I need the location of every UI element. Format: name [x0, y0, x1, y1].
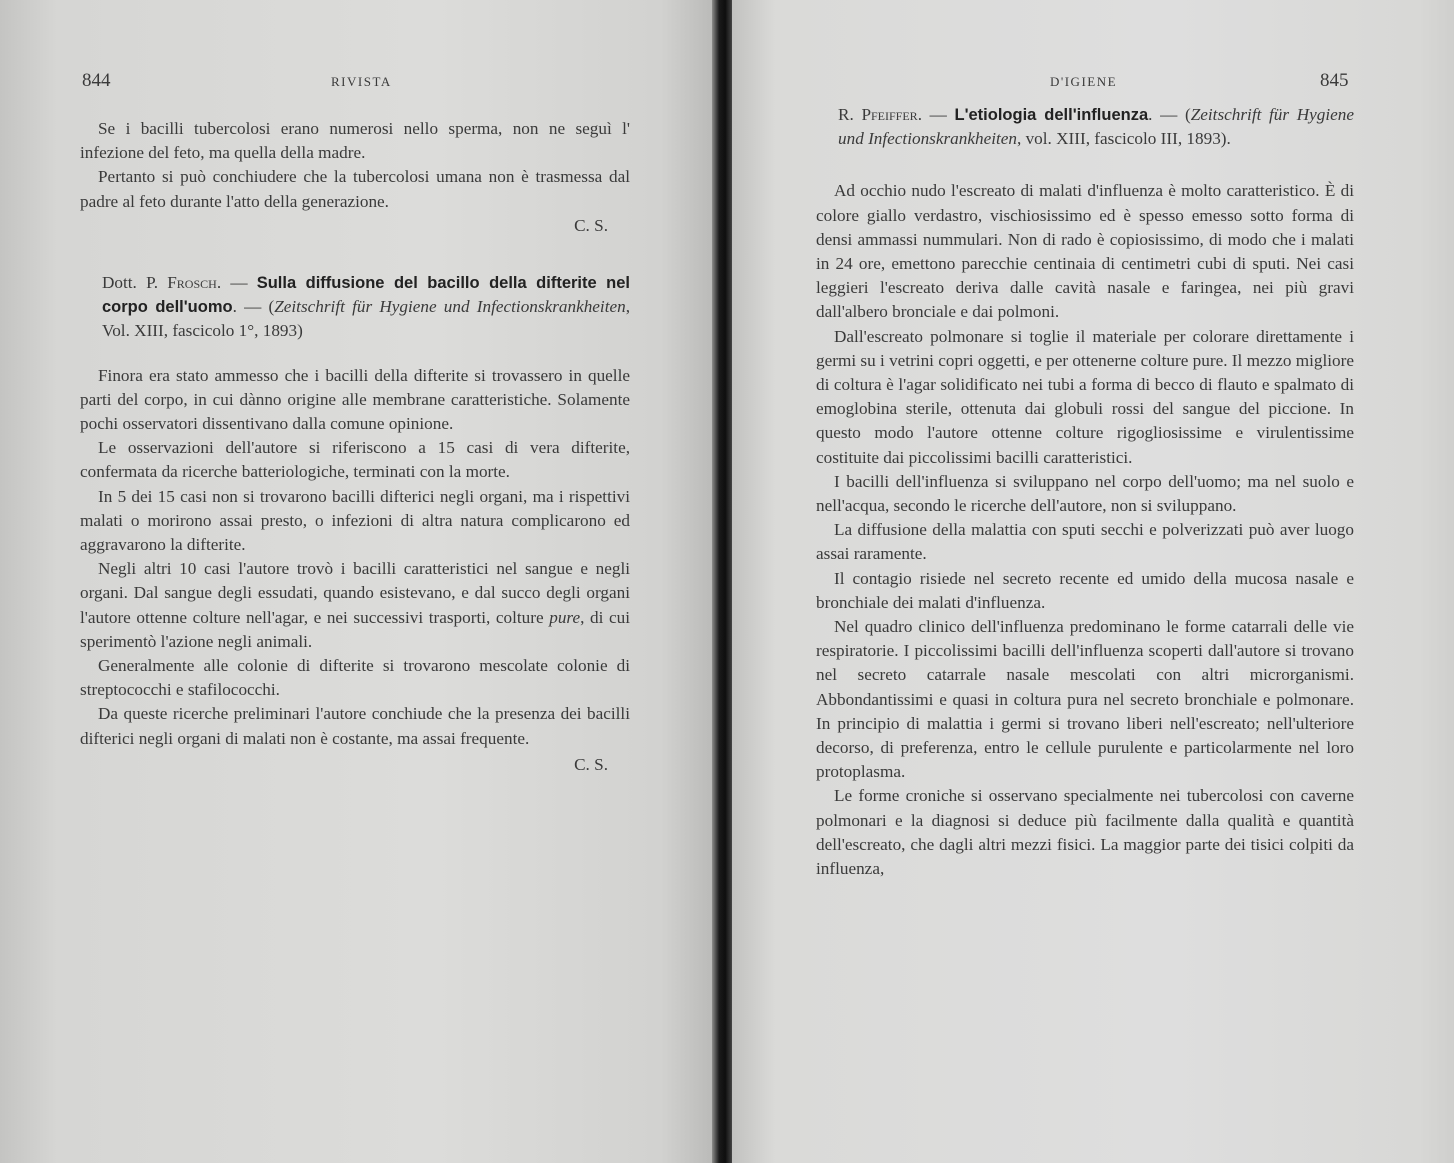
review-reference	[80, 271, 630, 344]
ref-dash: . —	[917, 105, 955, 124]
signature: C. S.	[574, 215, 608, 235]
running-head: RIVISTA	[331, 74, 392, 89]
page-number: 845	[1320, 70, 1349, 91]
paragraph-text: , di cui sperimentò l'azione negli animali.	[80, 607, 630, 651]
paragraph: Pertanto si può conchiudere che la tubercolosi umana non è trasmessa dal padre al feto durante l'atto della generazione.	[80, 167, 630, 211]
paragraph: Da queste ricerche preliminari l'autore conchiude che la presenza dei bacilli difterici negli organi di malati non è costante, ma assai frequente.	[80, 704, 630, 748]
paragraph: Le forme croniche si osservano specialmente nei tubercolosi con caverne polmonari e la diagnosi si deduce più facilmente dalla qualità e quantità dell'escreato, che dagli altri mezzi fisici. La maggior parte dei tisici colpiti da influenza,	[816, 786, 1354, 879]
paragraph: Il contagio risiede nel secreto recente ed umido della mucosa nasale e bronchiale dei malati d'influenza.	[816, 568, 1354, 612]
left-text-column	[80, 117, 630, 777]
paragraph: I bacilli dell'influenza si sviluppano nel corpo dell'uomo; ma nel suolo e nell'acqua, secondo le ricerche dell'autore, non si sviluppano.	[816, 471, 1354, 516]
ref-tail: , vol. XIII, fascicolo III, 1893).	[1016, 129, 1231, 149]
ref-journal: Zeitschrift für Hygiene und Infectionskrankheiten	[838, 105, 1355, 149]
ref-author: Frosch	[167, 273, 217, 293]
paragraph: Se i bacilli tubercolosi erano numerosi nello sperma, non ne seguì l' infezione del feto, ma quella della madre.	[80, 119, 630, 163]
paragraph: Ad occhio nudo l'escreato di malati d'influenza è molto caratteristico. È di colore giallo verdastro, vischiosissimo ed è spesso emesso sotto forma di densi ammassi nummulari. Non di rado è copiosissimo, di modo che i malati in 24 ore, emettono parecchie centinaia di centimetri cubi di sputi. Nei casi leggieri l'escreato deriva dalle cavità nasale e faringea, nei più gravi dall'albero bronciale e dai polmoni.	[816, 181, 1354, 322]
ref-dash: . — (	[1148, 105, 1191, 124]
paragraph: Le osservazioni dell'autore si riferiscono a 15 casi di vera difterite, confermata da ricerche batteriologiche, terminati con la morte.	[80, 438, 630, 482]
right-page	[732, 0, 1454, 1163]
emphasis: pure	[549, 607, 581, 627]
page-number: 844	[82, 70, 111, 91]
paragraph	[80, 557, 630, 654]
signature: C. S.	[574, 754, 608, 774]
ref-journal: Zeitschrift für Hygiene und Infectionskrankheiten	[274, 297, 626, 317]
running-head: D'IGIENE	[1050, 74, 1118, 89]
paragraph: Finora era stato ammesso che i bacilli della difterite si trovassero in quelle parti del corpo, in cui dànno origine alle membrane caratteristiche. Solamente pochi osservatori dissentivano dalla comune opinione.	[80, 365, 630, 434]
paragraph: La diffusione della malattia con sputi secchi e polverizzati può aver luogo assai raramente.	[816, 520, 1354, 564]
ref-title: Sulla diffusione del bacillo della difterite nel corpo dell'uomo	[102, 274, 631, 317]
paragraph: Dall'escreato polmonare si toglie il materiale per colorare direttamente i germi su i vetrini copri oggetti, e per ottenerne colture pure. Il mezzo migliore di coltura è l'agar solidificato nei tubi a forma di becco di flauto e spalmato di emoglobina sterile, ottenuta dai globuli rossi del sangue del piccione. In questo modo l'autore ottenne colture rigogliosissime e virulentissime costituite dai piccolissimi bacilli caratteristici.	[816, 326, 1354, 467]
review-reference	[816, 103, 1354, 151]
ref-prefix: Dott. P.	[102, 273, 168, 293]
left-page	[0, 0, 718, 1163]
ref-title: L'etiologia dell'influenza	[954, 106, 1149, 124]
ref-tail: , Vol. XIII, fascicolo 1°, 1893)	[102, 297, 630, 341]
ref-dash: . — (	[232, 297, 275, 317]
ref-prefix: R.	[838, 105, 862, 124]
paragraph: In 5 dei 15 casi non si trovarono bacilli difterici negli organi, ma i rispettivi malati o morirono assai presto, o infezioni di altra natura complicarono ed aggravarono la difterite.	[80, 486, 630, 555]
paragraph-text: Negli altri 10 casi l'autore trovò i bacilli caratteristici nel sangue e negli organi. Dal sangue degli essudati, quando esistevano, e dal succo degli organi l'autore ottenne colture nell'agar, e nei successivi trasporti, colture	[80, 559, 630, 627]
ref-dash: . —	[216, 273, 257, 293]
ref-author: Pfeiffer	[861, 105, 918, 124]
paragraph: Nel quadro clinico dell'influenza predominano le forme catarrali delle vie respiratorie. I piccolissimi bacilli dell'influenza scoperti dall'autore si trovano nel secreto catarrale nasale mescolati con altri microrganismi. Abbondantissimi e quasi in coltura pura nel secreto bronchiale e polmonare. In principio di malattia i germi si trovano liberi nell'escreato; nell'ulteriore decorso, di preferenza, entro le cellule purulente e particolarmente nel loro protoplasma.	[816, 617, 1354, 782]
paragraph: Generalmente alle colonie di difterite si trovarono mescolate colonie di streptococchi e stafilococchi.	[80, 656, 630, 700]
right-text-column	[816, 103, 1354, 881]
